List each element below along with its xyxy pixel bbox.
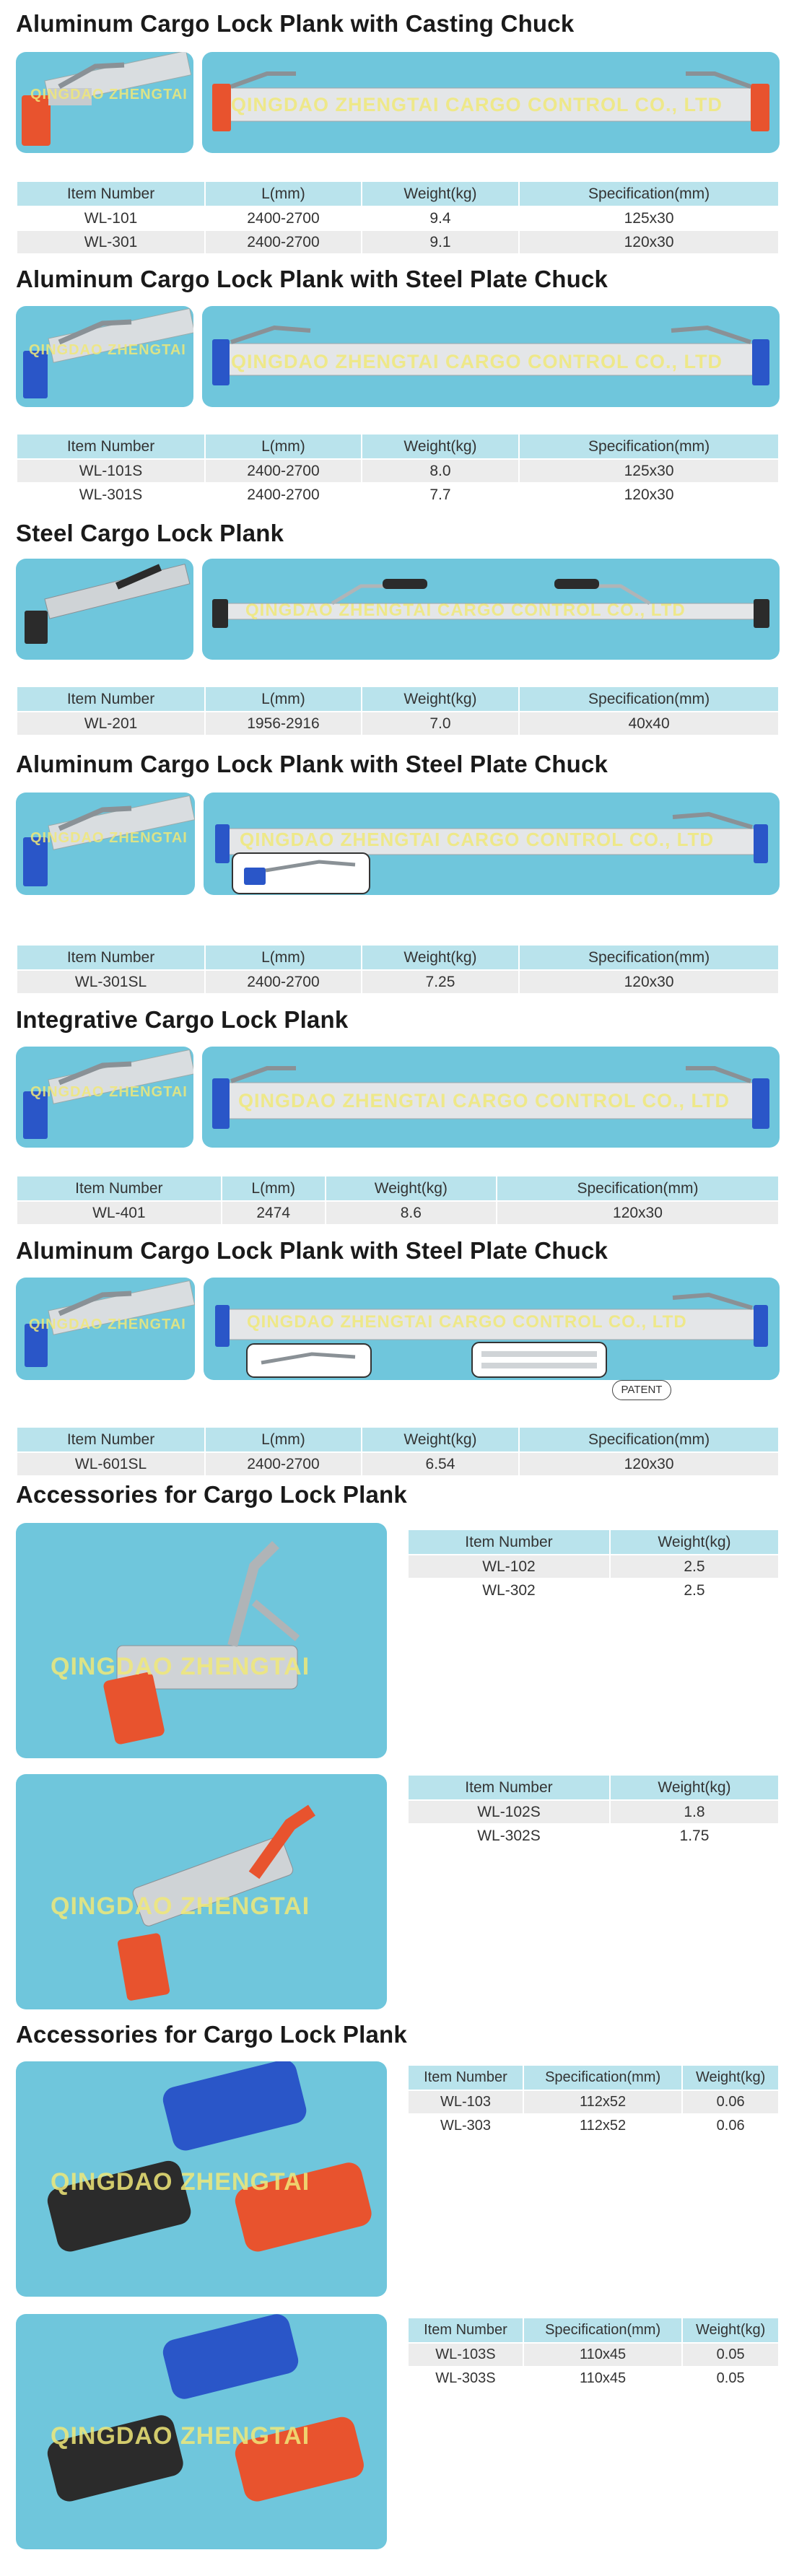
table-cell: WL-303S [408,2367,523,2391]
col-header: L(mm) [205,434,362,459]
col-header: Specification(mm) [519,434,779,459]
section-title: Aluminum Cargo Lock Plank with Steel Plate Chuck [16,1237,608,1264]
table-cell: WL-101S [17,459,205,483]
col-header: Item Number [408,1775,610,1800]
product-closeup-image [16,559,193,660]
table-cell: 0.06 [682,2114,779,2138]
table-cell: 6.54 [362,1452,519,1476]
table-cell: 1.75 [610,1824,779,1848]
accessory-spec-table [407,2317,780,2391]
col-header: Item Number [17,1427,205,1452]
chuck-clamp-icon [16,1523,387,1758]
table-cell: 9.1 [362,230,519,254]
section-title: Integrative Cargo Lock Plank [16,1006,349,1033]
watermark-text: QINGDAO ZHENGTAI [51,1892,310,1920]
product-full-image [202,1047,780,1148]
table-cell: WL-201 [17,712,205,735]
watermark-text: QINGDAO ZHENGTAI CARGO CONTROL CO., LTD [231,351,723,372]
col-header: Weight(kg) [682,2065,779,2090]
col-header: Item Number [408,1529,610,1555]
watermark-text: QINGDAO ZHENGTAI CARGO CONTROL CO., LTD [247,1312,687,1332]
col-header: Item Number [17,1176,222,1201]
section-title: Aluminum Cargo Lock Plank with Steel Plate Chuck [16,266,608,292]
col-header: Weight(kg) [362,1427,519,1452]
table-cell: 112x52 [523,2114,682,2138]
table-cell: 2400-2700 [205,970,362,994]
spec-table [16,944,780,995]
table-row [408,1824,779,1848]
col-header: Item Number [17,686,205,712]
accessory-spec-table [407,1529,780,1603]
product-full-image [204,1278,780,1380]
table-cell: 120x30 [519,1452,779,1476]
table-cell: WL-302 [408,1579,610,1602]
col-header: Specification(mm) [519,945,779,970]
table-cell: WL-101 [17,206,205,230]
col-header: Weight(kg) [610,1529,779,1555]
table-row [408,2114,779,2138]
col-header: Item Number [408,2065,523,2090]
accessory-image [16,1523,387,1758]
watermark-text: QINGDAO ZHENGTAI CARGO CONTROL CO., LTD [238,1090,730,1112]
watermark-text: QINGDAO ZHENGTAI [51,1653,310,1680]
table-cell: 7.25 [362,970,519,994]
col-header: Weight(kg) [362,434,519,459]
table-cell: 2474 [222,1201,326,1225]
table-row [17,1201,779,1225]
accessory-image [16,1774,387,2009]
col-header: Specification(mm) [519,686,779,712]
table-row [408,1555,779,1579]
watermark-text: QINGDAO ZHENGTAI CARGO CONTROL CO., LTD [245,601,686,620]
product-closeup-image [16,52,193,153]
section-title: Accessories for Cargo Lock Plank [16,1481,407,1508]
section-title: Steel Cargo Lock Plank [16,520,284,546]
spec-table [16,180,780,255]
table-cell: 2400-2700 [205,483,362,507]
table-cell: 7.0 [362,712,519,735]
table-row [17,1452,779,1476]
product-closeup-image [16,1278,195,1380]
table-cell: 120x30 [519,970,779,994]
table-cell: 7.7 [362,483,519,507]
product-closeup-image [16,306,193,407]
table-row [408,1579,779,1602]
section-title: Accessories for Cargo Lock Plank [16,2021,407,2048]
section-title: Aluminum Cargo Lock Plank with Steel Plate Chuck [16,751,608,777]
table-cell: WL-102 [408,1555,610,1579]
watermark-text: QINGDAO ZHENGTAI CARGO CONTROL CO., LTD [240,829,715,850]
watermark-text: QINGDAO ZHENGTAI [29,342,186,358]
table-row [17,230,779,254]
table-cell: 2400-2700 [205,206,362,230]
spec-table [16,686,780,736]
table-cell: 2.5 [610,1579,779,1602]
watermark-text: QINGDAO ZHENGTAI [30,830,188,846]
product-full-image [202,52,780,153]
watermark-text: QINGDAO ZHENGTAI [30,87,188,102]
col-header: Specification(mm) [523,2065,682,2090]
table-cell: WL-601SL [17,1452,205,1476]
col-header: Weight(kg) [610,1775,779,1800]
table-cell: 1.8 [610,1800,779,1824]
table-cell: 0.05 [682,2343,779,2367]
table-cell: 9.4 [362,206,519,230]
watermark-text: QINGDAO ZHENGTAI [51,2168,310,2196]
accessory-spec-table [407,2064,780,2139]
spec-table [16,1426,780,1477]
table-cell: 0.06 [682,2090,779,2114]
table-row [17,459,779,483]
table-cell: 125x30 [519,459,779,483]
product-full-image [204,793,780,895]
col-header: Specification(mm) [497,1176,779,1201]
table-cell: 2400-2700 [205,230,362,254]
chuck-clamp-icon [16,1774,387,2009]
table-cell: 120x30 [519,483,779,507]
col-header: Weight(kg) [362,945,519,970]
table-cell: WL-302S [408,1824,610,1848]
patent-badge: PATENT [612,1380,671,1400]
table-cell: 8.6 [326,1201,497,1225]
table-cell: 0.05 [682,2367,779,2391]
table-cell: WL-301SL [17,970,205,994]
table-cell: 1956-2916 [205,712,362,735]
table-row [17,206,779,230]
table-row [408,2090,779,2114]
col-header: L(mm) [205,686,362,712]
col-header: L(mm) [205,181,362,206]
section-title: Aluminum Cargo Lock Plank with Casting Chuck [16,10,575,37]
watermark-text: QINGDAO ZHENGTAI [51,2422,310,2450]
table-cell: 120x30 [497,1201,779,1225]
col-header: Weight(kg) [362,181,519,206]
col-header: L(mm) [205,1427,362,1452]
accessory-spec-table [407,1774,780,1848]
col-header: Specification(mm) [523,2318,682,2343]
spec-table [16,433,780,507]
table-cell: 125x30 [519,206,779,230]
product-full-image [202,306,780,407]
table-cell: 40x40 [519,712,779,735]
col-header: Specification(mm) [519,181,779,206]
watermark-text: QINGDAO ZHENGTAI [30,1084,188,1100]
table-cell: WL-102S [408,1800,610,1824]
accessory-image [16,2314,387,2549]
table-cell: 2400-2700 [205,459,362,483]
table-row [408,1800,779,1824]
accessory-image [16,2061,387,2297]
table-cell: WL-301S [17,483,205,507]
table-cell: 2400-2700 [205,1452,362,1476]
col-header: Specification(mm) [519,1427,779,1452]
table-cell: 2.5 [610,1555,779,1579]
table-row [17,483,779,507]
col-header: Item Number [17,945,205,970]
table-cell: WL-301 [17,230,205,254]
spec-table [16,1175,780,1226]
table-cell: 120x30 [519,230,779,254]
product-closeup-image [16,793,195,895]
steel-plank-end-icon [16,559,193,660]
col-header: Weight(kg) [326,1176,497,1201]
col-header: Weight(kg) [362,686,519,712]
table-cell: 110x45 [523,2367,682,2391]
table-cell: WL-103 [408,2090,523,2114]
table-row [17,712,779,735]
table-cell: 110x45 [523,2343,682,2367]
table-cell: 8.0 [362,459,519,483]
table-cell: WL-401 [17,1201,222,1225]
col-header: Item Number [408,2318,523,2343]
table-row [17,970,779,994]
table-cell: 112x52 [523,2090,682,2114]
col-header: L(mm) [222,1176,326,1201]
col-header: Item Number [17,434,205,459]
watermark-text: QINGDAO ZHENGTAI [29,1317,186,1332]
watermark-text: QINGDAO ZHENGTAI CARGO CONTROL CO., LTD [231,94,723,115]
table-row [408,2367,779,2391]
col-header: L(mm) [205,945,362,970]
product-closeup-image [16,1047,193,1148]
table-cell: WL-303 [408,2114,523,2138]
col-header: Item Number [17,181,205,206]
table-cell: WL-103S [408,2343,523,2367]
table-row [408,2343,779,2367]
col-header: Weight(kg) [682,2318,779,2343]
product-full-image [202,559,780,660]
